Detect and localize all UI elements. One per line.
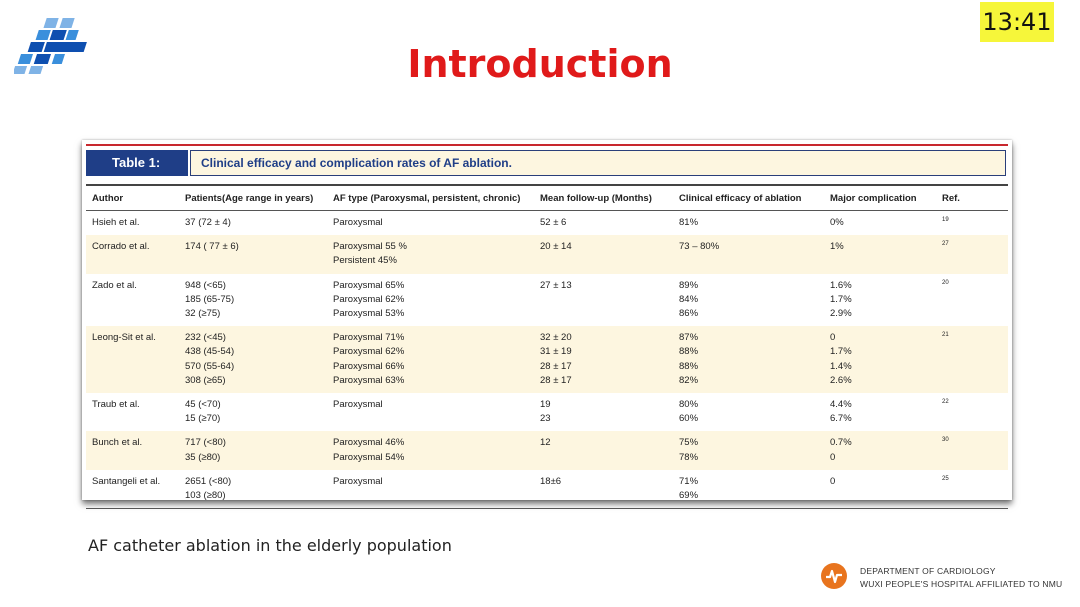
- cell-complication: 0: [830, 475, 836, 487]
- table-row: [86, 235, 1008, 273]
- cell-complication: 0 1.7% 1.4% 2.6%: [830, 332, 852, 386]
- cell-author: Traub et al.: [92, 399, 140, 411]
- cell-ref: 22: [942, 399, 949, 406]
- table-top-rule: [86, 144, 1008, 146]
- cell-followup: 12: [540, 437, 551, 449]
- table-row: [86, 274, 1008, 327]
- cell-followup: 18±6: [540, 475, 562, 487]
- table-row: [86, 431, 1008, 469]
- page-title: Introduction: [407, 42, 673, 86]
- cell-ref: 30: [942, 437, 949, 444]
- cell-efficacy: 87% 88% 88% 82%: [679, 332, 699, 386]
- cell-patients: 948 (<65) 185 (65-75) 32 (≥75): [185, 279, 235, 320]
- table-row: [86, 470, 1008, 509]
- cell-author: Zado et al.: [92, 279, 137, 291]
- cell-followup: 52 ± 6: [540, 217, 567, 228]
- cell-ref: 27: [942, 241, 949, 248]
- cell-ref: 20: [942, 279, 949, 286]
- header-efficacy: Clinical efficacy of ablation: [679, 192, 802, 204]
- cell-ref: 21: [942, 332, 949, 339]
- footer-line-1: DEPARTMENT OF CARDIOLOGY: [860, 566, 996, 576]
- cell-followup: 27 ± 13: [540, 279, 572, 291]
- footer-line-2: WUXI PEOPLE'S HOSPITAL AFFILIATED TO NMU: [860, 579, 1063, 589]
- efficacy-table: [86, 184, 1008, 509]
- cell-patients: 717 (<80) 35 (≥80): [185, 437, 226, 463]
- cell-patients: 45 (<70) 15 (≥70): [185, 399, 221, 425]
- cell-author: Corrado et al.: [92, 241, 150, 253]
- cell-followup: 19 23: [540, 399, 551, 425]
- cell-patients: 2651 (<80) 103 (≥80): [185, 475, 232, 502]
- header-af-type: AF type (Paroxysmal, persistent, chronic): [333, 192, 521, 204]
- header-patients: Patients(Age range in years): [185, 192, 314, 204]
- cell-efficacy: 80% 60%: [679, 399, 699, 425]
- table-image: [82, 140, 1012, 500]
- cell-followup: 32 ± 20 31 ± 19 28 ± 17 28 ± 17: [540, 332, 572, 386]
- cell-af-type: Paroxysmal: [333, 475, 383, 487]
- cell-af-type: Paroxysmal 55 % Persistent 45%: [333, 241, 407, 267]
- cell-followup: 20 ± 14: [540, 241, 572, 253]
- cell-af-type: Paroxysmal 65% Paroxysmal 62% Paroxysmal 53%: [333, 279, 405, 320]
- cell-ref: 25: [942, 475, 949, 482]
- header-ref: Ref.: [942, 192, 960, 204]
- cell-complication: 0%: [830, 217, 844, 228]
- cell-af-type: Paroxysmal 46% Paroxysmal 54%: [333, 437, 405, 463]
- cell-efficacy: 89% 84% 86%: [679, 279, 699, 320]
- table-caption-label: Table 1:: [86, 150, 188, 176]
- table-row: [86, 393, 1008, 431]
- cell-author: Leong-Sit et al.: [92, 332, 156, 344]
- cell-efficacy: 75% 78%: [679, 437, 699, 463]
- cell-af-type: Paroxysmal: [333, 217, 383, 228]
- cell-patients: 232 (<45) 438 (45-54) 570 (55-64) 308 (≥65): [185, 332, 235, 386]
- cell-author: Bunch et al.: [92, 437, 143, 449]
- slide-subtitle: AF catheter ablation in the elderly population: [88, 536, 452, 555]
- header-complication: Major complication: [830, 192, 917, 204]
- cell-efficacy: 73 – 80%: [679, 241, 720, 253]
- cell-patients: 174 ( 77 ± 6): [185, 241, 239, 253]
- cell-author: Hsieh et al.: [92, 217, 140, 228]
- footer-text: [860, 565, 1062, 591]
- header-followup: Mean follow-up (Months): [540, 192, 652, 204]
- table-row: [86, 326, 1008, 393]
- cell-author: Santangeli et al.: [92, 475, 161, 487]
- cell-complication: 1%: [830, 241, 844, 253]
- table-row: [86, 211, 1008, 236]
- cell-complication: 4.4% 6.7%: [830, 399, 852, 425]
- cell-efficacy: 71% 69%: [679, 475, 699, 502]
- cell-complication: 0.7% 0: [830, 437, 852, 463]
- cell-af-type: Paroxysmal: [333, 399, 383, 411]
- cardiology-logo: [820, 562, 848, 590]
- table-caption-title: Clinical efficacy and complication rates of AF ablation.: [190, 150, 1006, 176]
- table-header-row: [86, 185, 1008, 211]
- cell-complication: 1.6% 1.7% 2.9%: [830, 279, 852, 320]
- clock-badge: 13:41: [980, 2, 1054, 42]
- cell-efficacy: 81%: [679, 217, 699, 228]
- cell-ref: 19: [942, 217, 949, 223]
- cell-patients: 37 (72 ± 4): [185, 217, 231, 228]
- header-author: Author: [92, 192, 124, 204]
- cell-af-type: Paroxysmal 71% Paroxysmal 62% Paroxysmal 66% Paroxysmal 63%: [333, 332, 405, 386]
